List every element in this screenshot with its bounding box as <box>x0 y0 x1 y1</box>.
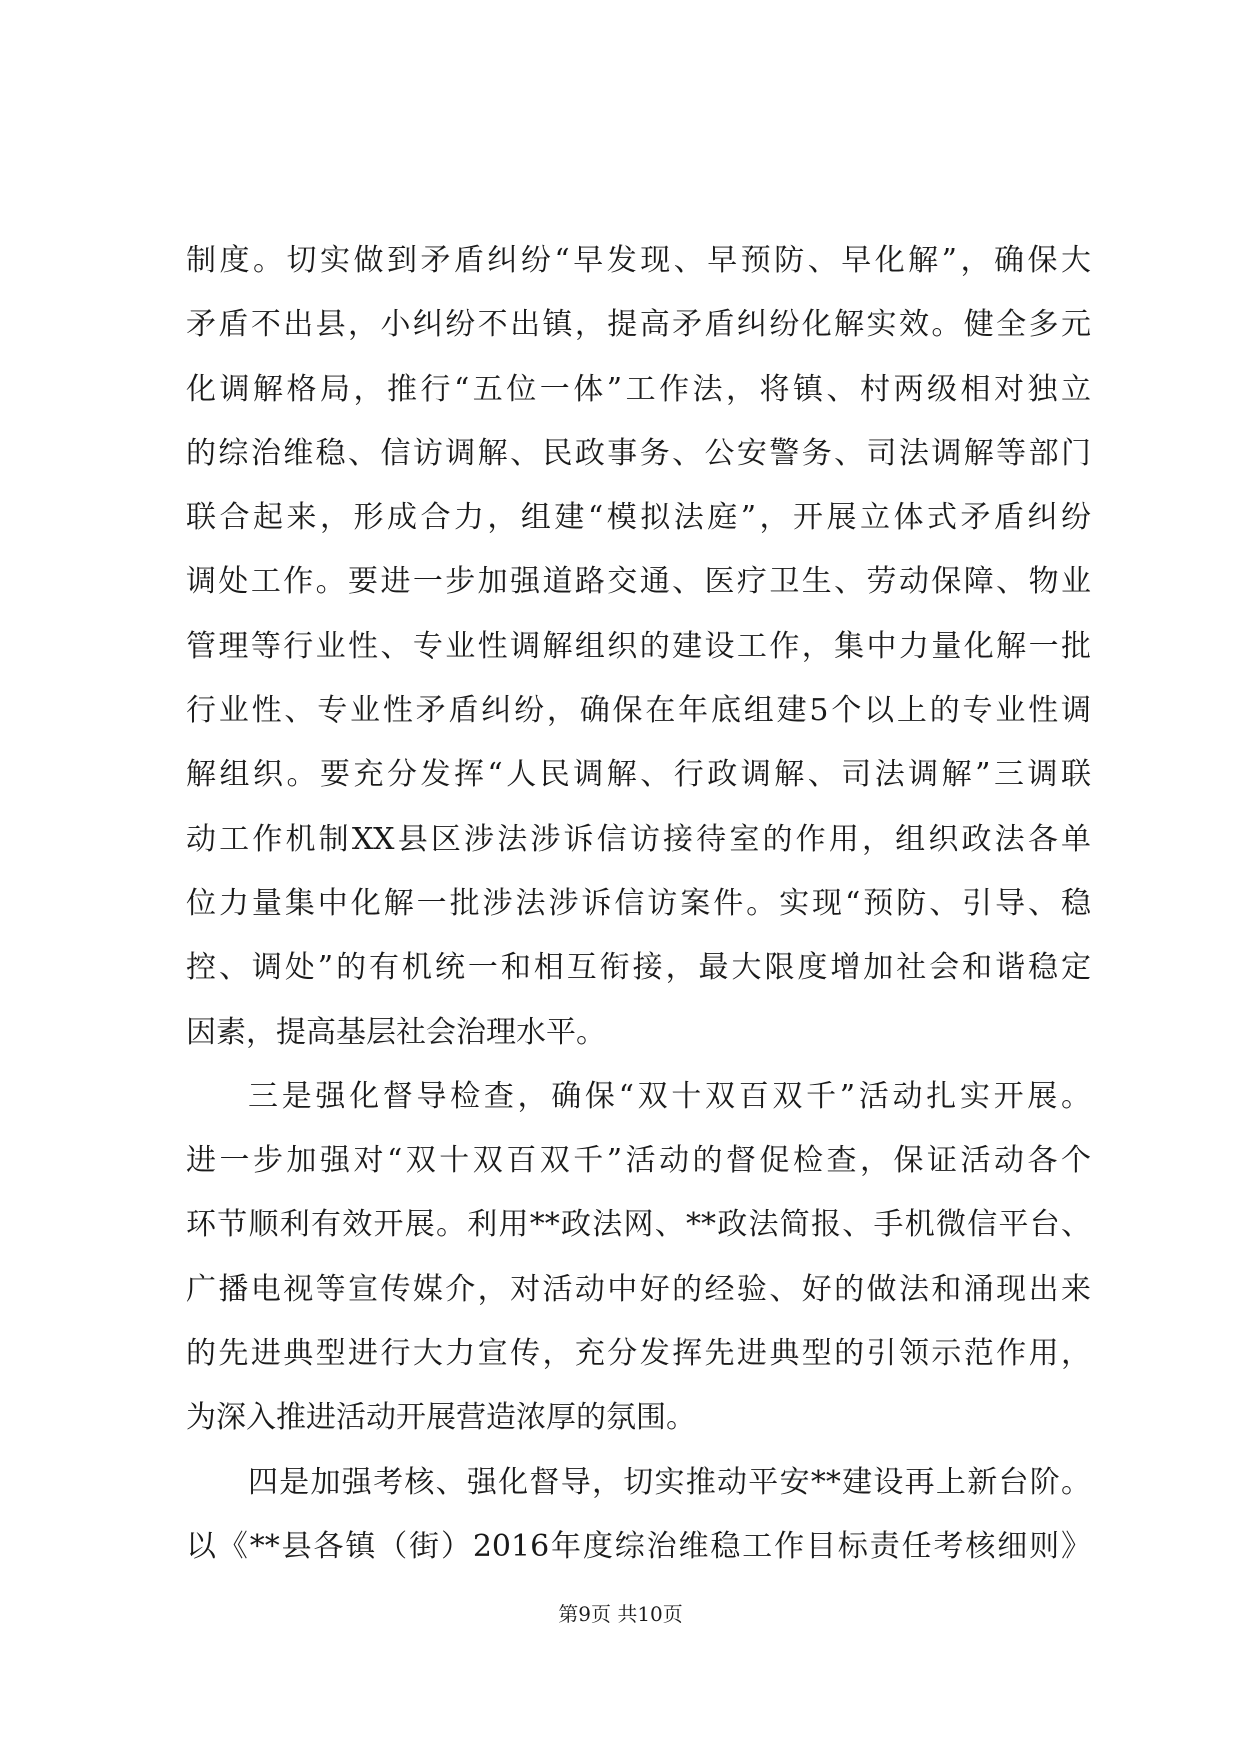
text-line: 的综治维稳、信访调解、民政事务、公安警务、司法调解等部门 <box>186 435 1091 471</box>
page-number-footer: 第9页 共10页 <box>558 1602 683 1626</box>
text-line: 环节顺利有效开展。利用**政法网、**政法简报、手机微信平台、 <box>186 1207 1091 1243</box>
paragraph <box>186 229 1091 1065</box>
text-line: 动工作机制XX县区涉法涉诉信访接待室的作用，组织政法各单 <box>186 821 1091 857</box>
text-line: 矛盾不出县，小纠纷不出镇，提高矛盾纠纷化解实效。健全多元 <box>186 307 1091 343</box>
text-line: 联合起来，形成合力，组建“模拟法庭”，开展立体式矛盾纠纷 <box>186 500 1091 536</box>
text-line: 以《**县各镇（街）2016年度综治维稳工作目标责任考核细则》 <box>186 1528 1091 1564</box>
text-line: 四是加强考核、强化督导，切实推动平安**建设再上新台阶。 <box>248 1464 1091 1500</box>
paragraph <box>186 1065 1091 1451</box>
paragraph <box>186 1451 1091 1580</box>
text-line: 位力量集中化解一批涉法涉诉信访案件。实现“预防、引导、稳 <box>186 885 1091 921</box>
text-line: 因素，提高基层社会治理水平。 <box>186 1014 606 1050</box>
document-body <box>186 229 1091 1579</box>
text-line: 制度。切实做到矛盾纠纷“早发现、早预防、早化解”，确保大 <box>186 243 1091 278</box>
text-line: 广播电视等宣传媒介，对活动中好的经验、好的做法和涌现出来 <box>186 1271 1091 1307</box>
text-line: 化调解格局，推行“五位一体”工作法，将镇、村两级相对独立 <box>186 371 1091 407</box>
text-line: 控、调处”的有机统一和相互衔接，最大限度增加社会和谐稳定 <box>186 950 1091 986</box>
text-line: 调处工作。要进一步加强道路交通、医疗卫生、劳动保障、物业 <box>186 564 1091 600</box>
text-line: 行业性、专业性矛盾纠纷，确保在年底组建5个以上的专业性调 <box>186 693 1091 729</box>
text-line: 为深入推进活动开展营造浓厚的氛围。 <box>186 1400 696 1436</box>
text-line: 三是强化督导检查，确保“双十双百双千”活动扎实开展。 <box>248 1078 1091 1114</box>
text-line: 的先进典型进行大力宣传，充分发挥先进典型的引领示范作用， <box>186 1336 1091 1372</box>
text-line: 进一步加强对“双十双百双千”活动的督促检查，保证活动各个 <box>186 1143 1091 1179</box>
text-line: 解组织。要充分发挥“人民调解、行政调解、司法调解”三调联 <box>186 757 1091 793</box>
text-line: 管理等行业性、专业性调解组织的建设工作，集中力量化解一批 <box>186 628 1091 664</box>
